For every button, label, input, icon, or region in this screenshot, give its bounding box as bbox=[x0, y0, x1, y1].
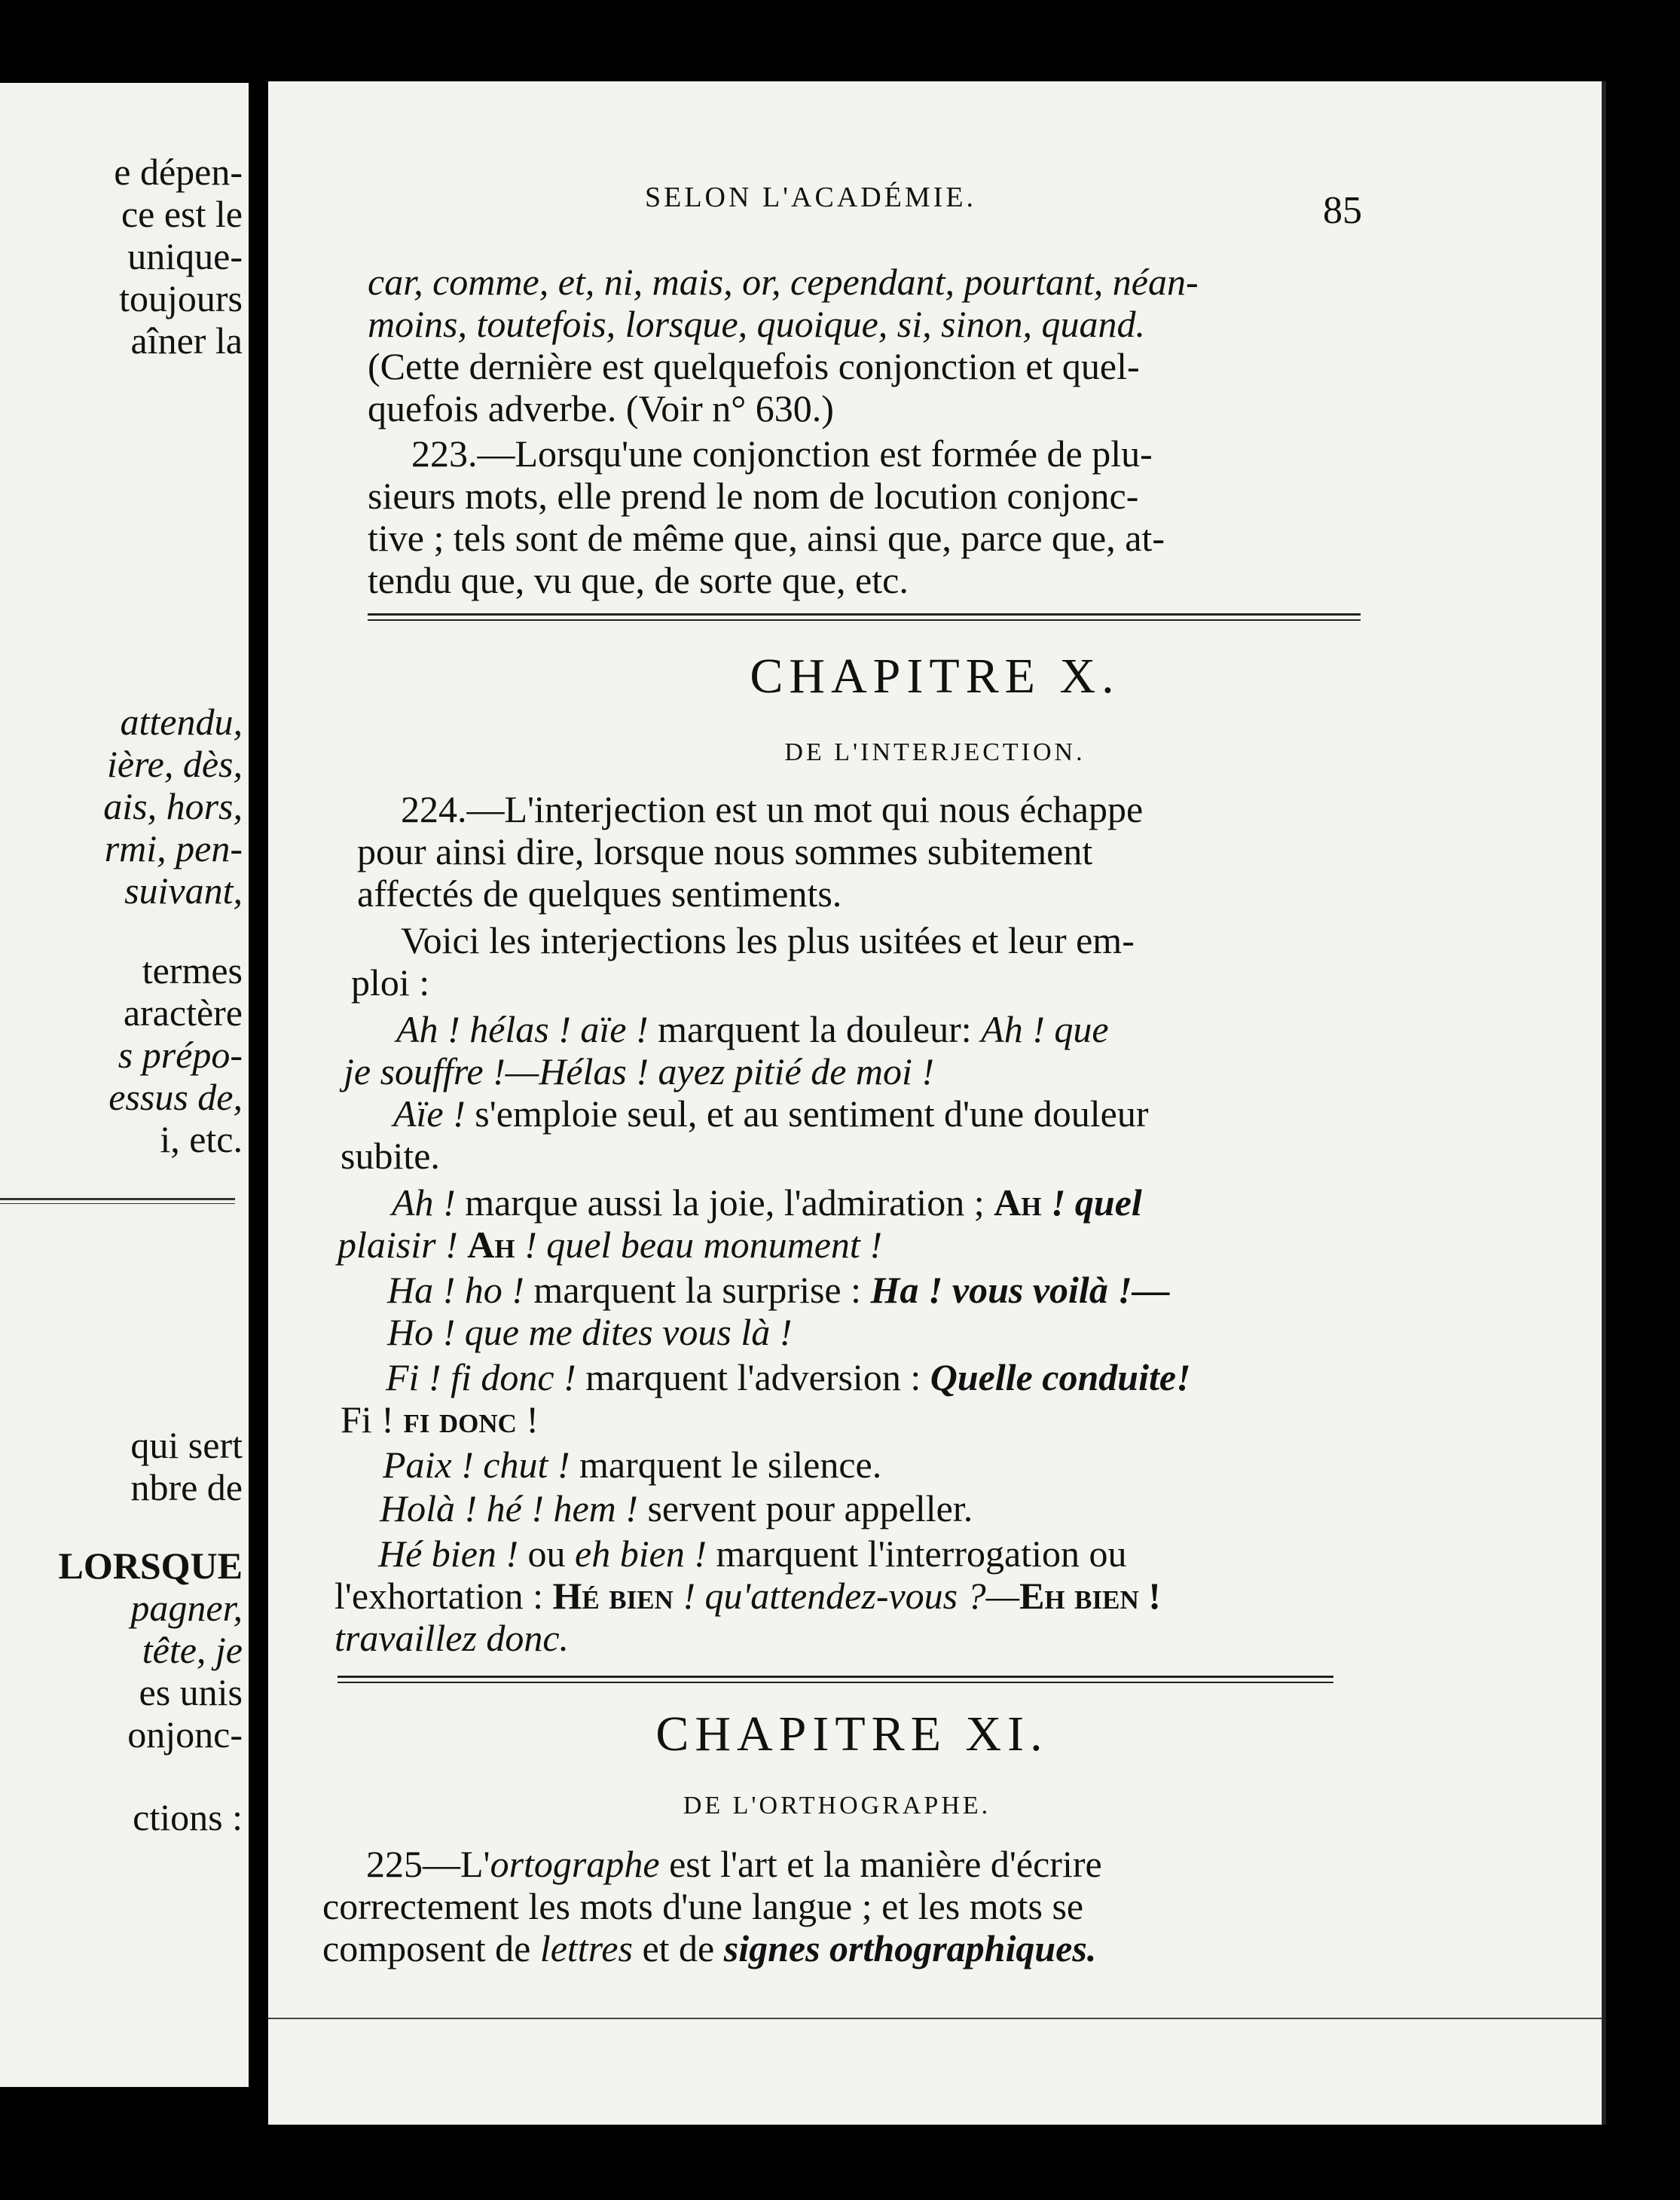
left-page-line: pagner, bbox=[130, 1587, 243, 1629]
entry-he-bien-line-3: travaillez donc. bbox=[334, 1617, 570, 1659]
chapter-rule bbox=[338, 1676, 1333, 1683]
para-222-line-3: (Cette dernière est quelquefois conjonction et quel- bbox=[368, 345, 1140, 387]
left-page-line: ctions : bbox=[133, 1796, 243, 1838]
page-number: 85 bbox=[1323, 189, 1362, 232]
para-224-line-2: pour ainsi dire, lorsque nous sommes subitement bbox=[357, 830, 1093, 872]
left-page-line: essus de, bbox=[108, 1076, 243, 1118]
usage-intro-line-1: Voici les interjections les plus usitées et leur em- bbox=[401, 919, 1135, 961]
entry-he-bien-line-2: l'exhortation : Hé bien ! qu'attendez-vous ?—Eh bien ! bbox=[334, 1575, 1161, 1617]
left-page-line: aractère bbox=[123, 992, 243, 1034]
page-85 bbox=[268, 81, 1606, 2125]
running-head: SELON L'ACADÉMIE. bbox=[645, 182, 977, 213]
left-page-line: qui sert bbox=[130, 1424, 243, 1466]
left-page-line: toujours bbox=[119, 277, 243, 319]
left-page-line: rmi, pen- bbox=[104, 827, 243, 869]
entry-he-bien: Hé bien ! ou eh bien ! marquent l'interrogation ou bbox=[378, 1532, 1127, 1575]
usage-intro-line-2: ploi : bbox=[351, 961, 430, 1004]
left-facing-page bbox=[0, 83, 249, 2087]
para-223-line-1: 223.—Lorsqu'une conjonction est formée de plu- bbox=[411, 432, 1153, 475]
left-page-line: termes bbox=[142, 949, 243, 992]
left-page-line: tête, je bbox=[142, 1629, 243, 1671]
chapter-11-title: CHAPITRE XI. bbox=[655, 1707, 1049, 1762]
left-page-line: s prépo- bbox=[118, 1034, 243, 1076]
left-page-line: ce est le bbox=[121, 193, 243, 235]
para-223-line-4: tendu que, vu que, de sorte que, etc. bbox=[368, 559, 909, 601]
entry-ah-helas-example: je souffre !—Hélas ! ayez pitié de moi ! bbox=[344, 1050, 935, 1092]
para-224-line-1: 224.—L'interjection est un mot qui nous échappe bbox=[401, 788, 1144, 830]
left-page-line: LORSQUE bbox=[58, 1545, 243, 1587]
book-gutter bbox=[249, 83, 268, 2117]
left-page-line: ière, dès, bbox=[106, 743, 243, 785]
chapter-11-subtitle: DE L'ORTHOGRAPHE. bbox=[683, 1792, 991, 1820]
entry-paix: Paix ! chut ! marquent le silence. bbox=[383, 1444, 882, 1486]
left-page-line: ais, hors, bbox=[103, 785, 243, 827]
left-page-line: nbre de bbox=[130, 1466, 243, 1508]
left-page-rule bbox=[0, 1198, 235, 1204]
entry-hola: Holà ! hé ! hem ! servent pour appeller. bbox=[380, 1487, 973, 1529]
left-page-line: e dépen- bbox=[114, 151, 243, 193]
para-225-line-3: composent de lettres et de signes orthographiques. bbox=[322, 1927, 1097, 1969]
chapter-10-subtitle: DE L'INTERJECTION. bbox=[784, 738, 1086, 766]
entry-fi: Fi ! fi donc ! marquent l'adversion : Quelle conduite! bbox=[386, 1356, 1191, 1398]
entry-ah-joie: Ah ! marque aussi la joie, l'admiration ; Ah ! quel bbox=[392, 1181, 1142, 1224]
entry-aie-line-2: subite. bbox=[341, 1135, 440, 1177]
para-222-line-1: car, comme, et, ni, mais, or, cependant, pourtant, néan- bbox=[368, 261, 1199, 303]
para-225-line-1: 225—L'ortographe est l'art et la manière d'écrire bbox=[366, 1843, 1102, 1885]
entry-fi-example: Fi ! fi donc ! bbox=[341, 1398, 539, 1441]
left-page-line: es unis bbox=[139, 1671, 243, 1713]
entry-ah-helas: Ah ! hélas ! aïe ! marquent la douleur: Ah ! que bbox=[396, 1008, 1109, 1050]
left-page-line: unique- bbox=[127, 235, 243, 277]
para-224-line-3: affectés de quelques sentiments. bbox=[357, 872, 842, 915]
entry-ah-joie-example: plaisir ! Ah ! quel beau monument ! bbox=[338, 1224, 882, 1266]
para-222-line-4: quefois adverbe. (Voir n° 630.) bbox=[368, 387, 834, 429]
chapter-10-title: CHAPITRE X. bbox=[750, 649, 1120, 704]
entry-ha-ho-example: Ho ! que me dites vous là ! bbox=[387, 1311, 793, 1353]
left-page-line: suivant, bbox=[124, 869, 243, 912]
left-page-line: aîner la bbox=[130, 319, 243, 362]
para-225-line-2: correctement les mots d'une langue ; et les mots se bbox=[322, 1885, 1084, 1927]
section-rule bbox=[368, 613, 1361, 621]
bottom-rule bbox=[268, 2018, 1602, 2019]
left-page-line: i, etc. bbox=[160, 1118, 243, 1160]
left-page-line: onjonc- bbox=[127, 1713, 243, 1755]
para-222-line-2: moins, toutefois, lorsque, quoique, si, sinon, quand. bbox=[368, 303, 1145, 345]
para-223-line-3: tive ; tels sont de même que, ainsi que, parce que, at- bbox=[368, 517, 1165, 559]
entry-ha-ho: Ha ! ho ! marquent la surprise : Ha ! vous voilà !— bbox=[387, 1269, 1170, 1311]
para-223-line-2: sieurs mots, elle prend le nom de locution conjonc- bbox=[368, 475, 1139, 517]
entry-aie: Aïe ! s'emploie seul, et au sentiment d'une douleur bbox=[393, 1092, 1149, 1135]
left-page-line: attendu, bbox=[120, 701, 243, 743]
